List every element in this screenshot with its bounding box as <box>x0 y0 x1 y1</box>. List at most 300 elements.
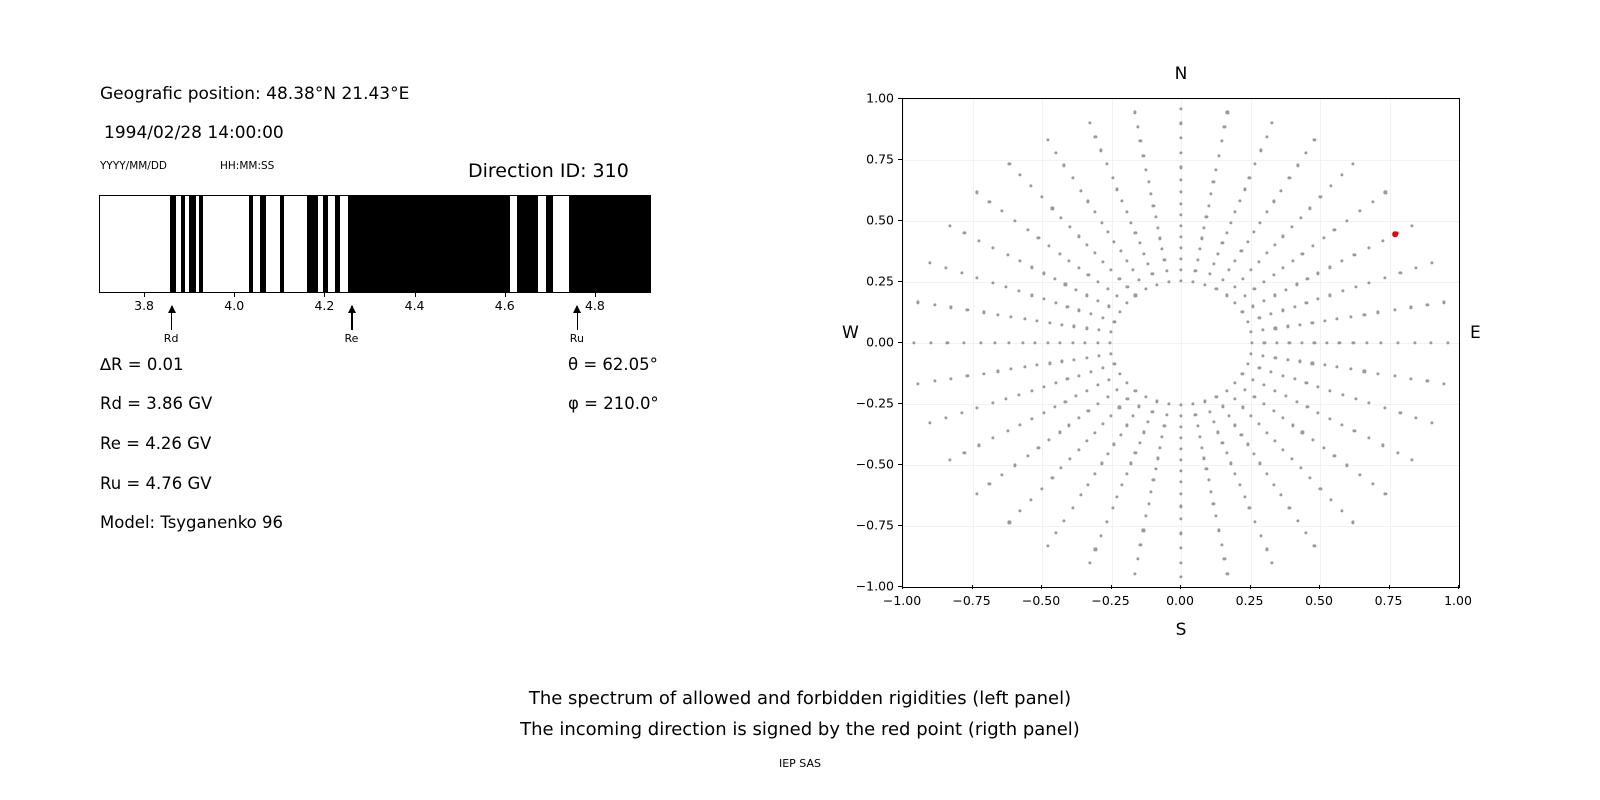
direction-dot <box>1234 424 1237 427</box>
direction-dot <box>1291 424 1294 427</box>
direction-dot <box>1179 107 1182 110</box>
direction-dot <box>1333 228 1336 231</box>
x-tick-label: 0.00 <box>1166 593 1194 608</box>
forbidden-band <box>335 196 340 292</box>
direction-dot <box>1007 341 1010 344</box>
direction-dot <box>1133 572 1136 575</box>
direction-dot <box>1311 244 1314 247</box>
compass-north-label: N <box>1174 64 1188 84</box>
direction-dot <box>1125 301 1128 304</box>
x-tick-label: 0.50 <box>1305 593 1333 608</box>
gridline-horizontal <box>903 465 1459 466</box>
y-tick-mark <box>898 159 902 160</box>
arrow-up-icon <box>573 305 581 313</box>
direction-dot <box>1426 380 1429 383</box>
direction-dot <box>979 341 982 344</box>
caption-line-2: The incoming direction is signed by the red point (rigth panel) <box>520 719 1080 740</box>
rigidity-marker-re <box>344 306 359 346</box>
axis-tick-label: 4.4 <box>404 298 425 313</box>
direction-dot <box>1216 252 1219 255</box>
direction-dot <box>1366 341 1369 344</box>
forbidden-band <box>348 196 510 292</box>
direction-dot <box>1393 374 1396 377</box>
direction-dot <box>1102 423 1105 426</box>
direction-dot <box>1077 266 1080 269</box>
direction-dot <box>1413 341 1416 344</box>
x-tick-label: 0.75 <box>1374 593 1403 608</box>
direction-dot <box>1220 543 1223 546</box>
direction-dot <box>948 459 951 462</box>
y-tick-label: 0.25 <box>866 273 894 289</box>
direction-dot <box>1026 228 1029 231</box>
direction-dot <box>1046 139 1049 142</box>
direction-dot <box>1147 502 1150 505</box>
direction-dot <box>1346 464 1349 467</box>
direction-dot <box>1367 281 1370 284</box>
direction-dot <box>1079 189 1082 192</box>
direction-dot <box>1198 435 1201 438</box>
direction-dot <box>1116 495 1119 498</box>
direction-dot <box>1249 352 1252 355</box>
direction-dot <box>1311 439 1314 442</box>
direction-dot <box>1179 415 1182 418</box>
direction-dot <box>933 303 936 306</box>
direction-dot <box>977 444 980 447</box>
direction-dot <box>1125 381 1128 384</box>
direction-dot <box>1293 305 1296 308</box>
direction-dot <box>1221 242 1224 245</box>
direction-dot <box>1353 429 1356 432</box>
direction-dot <box>1273 483 1276 486</box>
direction-dot <box>1064 400 1067 403</box>
direction-dot <box>1042 298 1045 301</box>
direction-dot <box>1215 395 1218 398</box>
direction-dot <box>1212 502 1215 505</box>
direction-dot <box>1265 431 1268 434</box>
direction-dot <box>1021 341 1024 344</box>
direction-dot <box>1086 483 1089 486</box>
direction-dot <box>1227 269 1230 272</box>
direction-dot <box>1252 230 1255 233</box>
direction-dot <box>1179 546 1182 549</box>
axis-tick-label: 4.8 <box>584 298 605 313</box>
direction-dot <box>1144 395 1147 398</box>
direction-dot <box>1284 394 1287 397</box>
direction-dot <box>1411 224 1414 227</box>
direction-dot <box>1179 517 1182 520</box>
direction-dot <box>1409 377 1412 380</box>
direction-dot <box>1295 283 1298 286</box>
direction-dot <box>1299 216 1302 219</box>
direction-dot <box>1329 417 1332 420</box>
direction-dot <box>1383 276 1386 279</box>
direction-dot <box>1246 443 1249 446</box>
direction-dot <box>1100 534 1103 537</box>
forbidden-band <box>280 196 284 292</box>
direction-dot <box>1383 406 1386 409</box>
direction-dot <box>1116 294 1119 297</box>
direction-dot <box>1299 467 1302 470</box>
axis-tick <box>144 293 145 297</box>
direction-dot <box>1054 381 1057 384</box>
direction-dot <box>1071 341 1074 344</box>
direction-id-label: Direction ID: 310 <box>468 160 629 182</box>
direction-dot <box>1054 151 1057 154</box>
direction-dot <box>1340 173 1343 176</box>
axis-tick <box>505 293 506 297</box>
direction-dot <box>1257 260 1260 263</box>
rd-value: Rd = 3.86 GV <box>100 394 213 413</box>
direction-dot <box>1151 273 1154 276</box>
direction-dot <box>917 382 920 385</box>
direction-dot <box>1133 111 1136 114</box>
direction-dot <box>982 372 985 375</box>
direction-dot <box>1179 448 1182 451</box>
direction-dot <box>1234 472 1237 475</box>
direction-dot <box>1013 464 1016 467</box>
direction-dot <box>1116 388 1119 391</box>
direction-dot <box>1126 285 1129 288</box>
marker-label: Ru <box>569 332 584 345</box>
direction-dot <box>1179 224 1182 227</box>
direction-dot <box>1158 446 1161 449</box>
direction-dot <box>1225 389 1228 392</box>
direction-dot <box>1323 319 1326 322</box>
direction-dot <box>1126 397 1129 400</box>
rigidity-marker-rd <box>163 306 179 346</box>
direction-dot <box>1305 532 1308 535</box>
direction-dot <box>988 200 991 203</box>
direction-dot <box>996 370 999 373</box>
gridline-horizontal <box>903 160 1459 161</box>
direction-dot <box>1253 287 1256 290</box>
direction-dot <box>1311 362 1314 365</box>
direction-dot <box>1179 151 1182 154</box>
direction-dot <box>1203 457 1206 460</box>
direction-dot <box>1087 410 1090 413</box>
direction-dot <box>1152 478 1155 481</box>
direction-dot <box>1154 468 1157 471</box>
direction-dot <box>1223 125 1226 128</box>
direction-dot <box>1371 483 1374 486</box>
direction-dot <box>1179 268 1182 271</box>
direction-dot <box>1004 397 1007 400</box>
direction-dot <box>1063 164 1066 167</box>
direction-dot <box>1131 414 1134 417</box>
direction-dot <box>1018 423 1021 426</box>
forbidden-band <box>249 196 254 292</box>
direction-dot <box>1229 221 1232 224</box>
direction-dot <box>1198 248 1201 251</box>
direction-dot <box>1107 305 1110 308</box>
direction-dot <box>1290 226 1293 229</box>
direction-dot <box>1113 443 1116 446</box>
direction-dot <box>1060 216 1063 219</box>
direction-dot <box>1281 374 1284 377</box>
direction-dot <box>1066 378 1069 381</box>
direction-dot <box>1100 149 1103 152</box>
direction-dot <box>1163 259 1166 262</box>
direction-dot <box>1138 441 1141 444</box>
direction-dot <box>1066 305 1069 308</box>
direction-dot <box>1158 237 1161 240</box>
direction-dot <box>1060 323 1063 326</box>
direction-dot <box>1249 269 1252 272</box>
y-tick-label: 0.50 <box>866 212 894 228</box>
direction-dot <box>1265 548 1268 551</box>
direction-dot <box>1083 341 1086 344</box>
direction-dot <box>966 308 969 311</box>
direction-dot <box>1058 341 1061 344</box>
direction-dot <box>1088 562 1091 565</box>
direction-dot <box>1118 310 1121 313</box>
direction-dot <box>1399 271 1402 274</box>
y-tick-label: −1.00 <box>855 578 894 594</box>
direction-dot <box>944 266 947 269</box>
direction-dot <box>1075 288 1078 291</box>
direction-dot <box>1223 558 1226 561</box>
direction-dot <box>1154 215 1157 218</box>
forbidden-band <box>260 196 266 292</box>
direction-dot <box>1415 417 1418 420</box>
direction-dot <box>1382 444 1385 447</box>
direction-dot <box>1330 184 1333 187</box>
direction-dot <box>1019 510 1022 513</box>
direction-dot <box>1106 230 1109 233</box>
direction-dot <box>1353 254 1356 257</box>
direction-dot <box>1118 373 1121 376</box>
direction-dot <box>1094 548 1097 551</box>
model-label: Model: Tsyganenko 96 <box>100 513 284 532</box>
direction-dot <box>1053 405 1056 408</box>
direction-dot <box>1120 199 1123 202</box>
direction-dot <box>1209 192 1212 195</box>
gridline-vertical <box>1459 99 1460 587</box>
direction-dot <box>988 483 991 486</box>
direction-dot <box>1341 290 1344 293</box>
direction-dot <box>1073 358 1076 361</box>
direction-dot <box>1273 440 1276 443</box>
direction-dot <box>1215 288 1218 291</box>
direction-dot <box>1225 231 1228 234</box>
direction-dot <box>1179 246 1182 249</box>
direction-dot <box>1225 451 1228 454</box>
direction-dot <box>1209 490 1212 493</box>
direction-dot <box>1367 437 1370 440</box>
direction-dot <box>992 246 995 249</box>
direction-dot <box>977 239 980 242</box>
direction-dot <box>1179 480 1182 483</box>
direction-dot <box>1179 190 1182 193</box>
arrow-up-icon <box>348 305 356 313</box>
x-tick-mark <box>1041 585 1042 589</box>
y-tick-label: 0.75 <box>866 151 894 167</box>
direction-dot <box>1290 457 1293 460</box>
direction-dot <box>1106 452 1109 455</box>
direction-dot <box>1071 506 1074 509</box>
direction-dot <box>1086 389 1089 392</box>
direction-dot <box>1258 316 1261 319</box>
direction-dot <box>1243 294 1246 297</box>
direction-dot <box>1093 472 1096 475</box>
direction-dot <box>1241 373 1244 376</box>
direction-dot <box>1017 393 1020 396</box>
direction-dot <box>1430 341 1433 344</box>
direction-dot <box>1037 236 1040 239</box>
direction-dot <box>991 281 994 284</box>
direction-dot <box>963 232 966 235</box>
direction-dot <box>1442 301 1445 304</box>
direction-dot <box>1046 544 1049 547</box>
direction-dot <box>1377 372 1380 375</box>
direction-dot <box>1212 262 1215 265</box>
direction-dot <box>1384 191 1387 194</box>
direction-dot <box>1053 277 1056 280</box>
direction-dot <box>1029 184 1032 187</box>
direction-dot <box>1234 211 1237 214</box>
direction-dot <box>976 406 979 409</box>
direction-dot <box>1113 320 1116 323</box>
forbidden-band <box>170 196 176 292</box>
direction-dot <box>1225 294 1228 297</box>
y-tick-label: −0.50 <box>855 456 894 472</box>
direction-dot <box>1089 370 1092 373</box>
direction-dot <box>1238 484 1241 487</box>
direction-dot <box>996 313 999 316</box>
direction-dot <box>1300 341 1303 344</box>
direction-dot <box>1214 514 1217 517</box>
direction-dot <box>993 341 996 344</box>
direction-dot <box>948 224 951 227</box>
direction-dot <box>1363 313 1366 316</box>
direction-dot <box>1004 285 1007 288</box>
direction-dot <box>1274 327 1277 330</box>
direction-dot <box>1234 301 1237 304</box>
direction-dot <box>929 261 932 264</box>
direction-dot <box>1047 244 1050 247</box>
direction-map-panel <box>820 60 1520 660</box>
direction-dot <box>1085 327 1088 330</box>
x-tick-label: 1.00 <box>1444 593 1472 608</box>
direction-dot <box>1136 558 1139 561</box>
direction-dot <box>1411 459 1414 462</box>
direction-dot <box>1119 249 1122 252</box>
direction-dot <box>944 417 947 420</box>
direction-dot <box>1078 235 1081 238</box>
direction-dot <box>1243 495 1246 498</box>
forbidden-band <box>189 196 196 292</box>
axis-tick <box>415 293 416 297</box>
direction-dot <box>1284 288 1287 291</box>
direction-dot <box>1234 381 1237 384</box>
direction-dot <box>1254 520 1257 523</box>
direction-dot <box>976 276 979 279</box>
direction-dot <box>1341 260 1344 263</box>
direction-dot <box>1036 319 1039 322</box>
direction-dot <box>1054 301 1057 304</box>
direction-dot <box>1328 294 1331 297</box>
direction-dot <box>1134 294 1137 297</box>
direction-dot <box>1006 254 1009 257</box>
direction-dot <box>1221 278 1224 281</box>
direction-dot <box>1330 498 1333 501</box>
rigidity-spectrum-bar <box>99 195 651 293</box>
direction-dot <box>1179 505 1182 508</box>
direction-dot <box>1328 389 1331 392</box>
direction-dot <box>933 380 936 383</box>
direction-dot <box>1131 269 1134 272</box>
direction-dot <box>966 374 969 377</box>
direction-dot <box>1093 210 1096 213</box>
direction-dot <box>1341 423 1344 426</box>
direction-dot <box>1325 341 1328 344</box>
direction-dot <box>1089 313 1092 316</box>
direction-dot <box>1085 356 1088 359</box>
direction-dot <box>1069 457 1072 460</box>
direction-dot <box>1078 374 1081 377</box>
direction-dot <box>1063 519 1066 522</box>
direction-dot <box>1282 266 1285 269</box>
direction-dot <box>1288 341 1291 344</box>
compass-west-label: W <box>842 323 859 343</box>
direction-dot <box>1071 177 1074 180</box>
direction-dot <box>1156 226 1159 229</box>
direction-dot <box>982 311 985 314</box>
direction-dot <box>1179 459 1182 462</box>
direction-dot <box>1203 226 1206 229</box>
direction-dot <box>1252 305 1255 308</box>
selected-direction-dot[interactable] <box>1392 232 1398 238</box>
direction-dot <box>1010 368 1013 371</box>
direction-dot <box>1086 243 1089 246</box>
direction-dot <box>1023 366 1026 369</box>
direction-dot <box>1322 236 1325 239</box>
direction-dot <box>1113 363 1116 366</box>
direction-dot <box>1086 294 1089 297</box>
direction-dot <box>1399 412 1402 415</box>
direction-dot <box>1046 341 1049 344</box>
direction-dot <box>1205 215 1208 218</box>
direction-dot <box>1097 329 1100 332</box>
direction-dot <box>1291 259 1294 262</box>
direction-dot <box>1051 207 1054 210</box>
direction-dot <box>1060 467 1063 470</box>
direction-dot <box>963 451 966 454</box>
direction-dot <box>1069 226 1072 229</box>
ru-value: Ru = 4.76 GV <box>100 474 212 493</box>
forbidden-band <box>307 196 317 292</box>
direction-dot <box>1125 424 1128 427</box>
direction-dot <box>1306 277 1309 280</box>
direction-dot <box>1101 366 1104 369</box>
direction-dot <box>1293 378 1296 381</box>
direction-dot <box>1313 139 1316 142</box>
direction-dot <box>1058 431 1061 434</box>
direction-dot <box>1179 470 1182 473</box>
direction-dot <box>1075 394 1078 397</box>
direction-dot <box>1243 188 1246 191</box>
direction-dot <box>1226 111 1229 114</box>
direction-dot <box>1101 316 1104 319</box>
direction-dot <box>1078 309 1081 312</box>
direction-dot <box>1200 446 1203 449</box>
direction-dot <box>1064 283 1067 286</box>
direction-dot <box>1106 287 1109 290</box>
y-tick-mark <box>898 281 902 282</box>
direction-dot <box>1207 204 1210 207</box>
direction-dot <box>1259 149 1262 152</box>
direction-dot <box>1192 403 1195 406</box>
